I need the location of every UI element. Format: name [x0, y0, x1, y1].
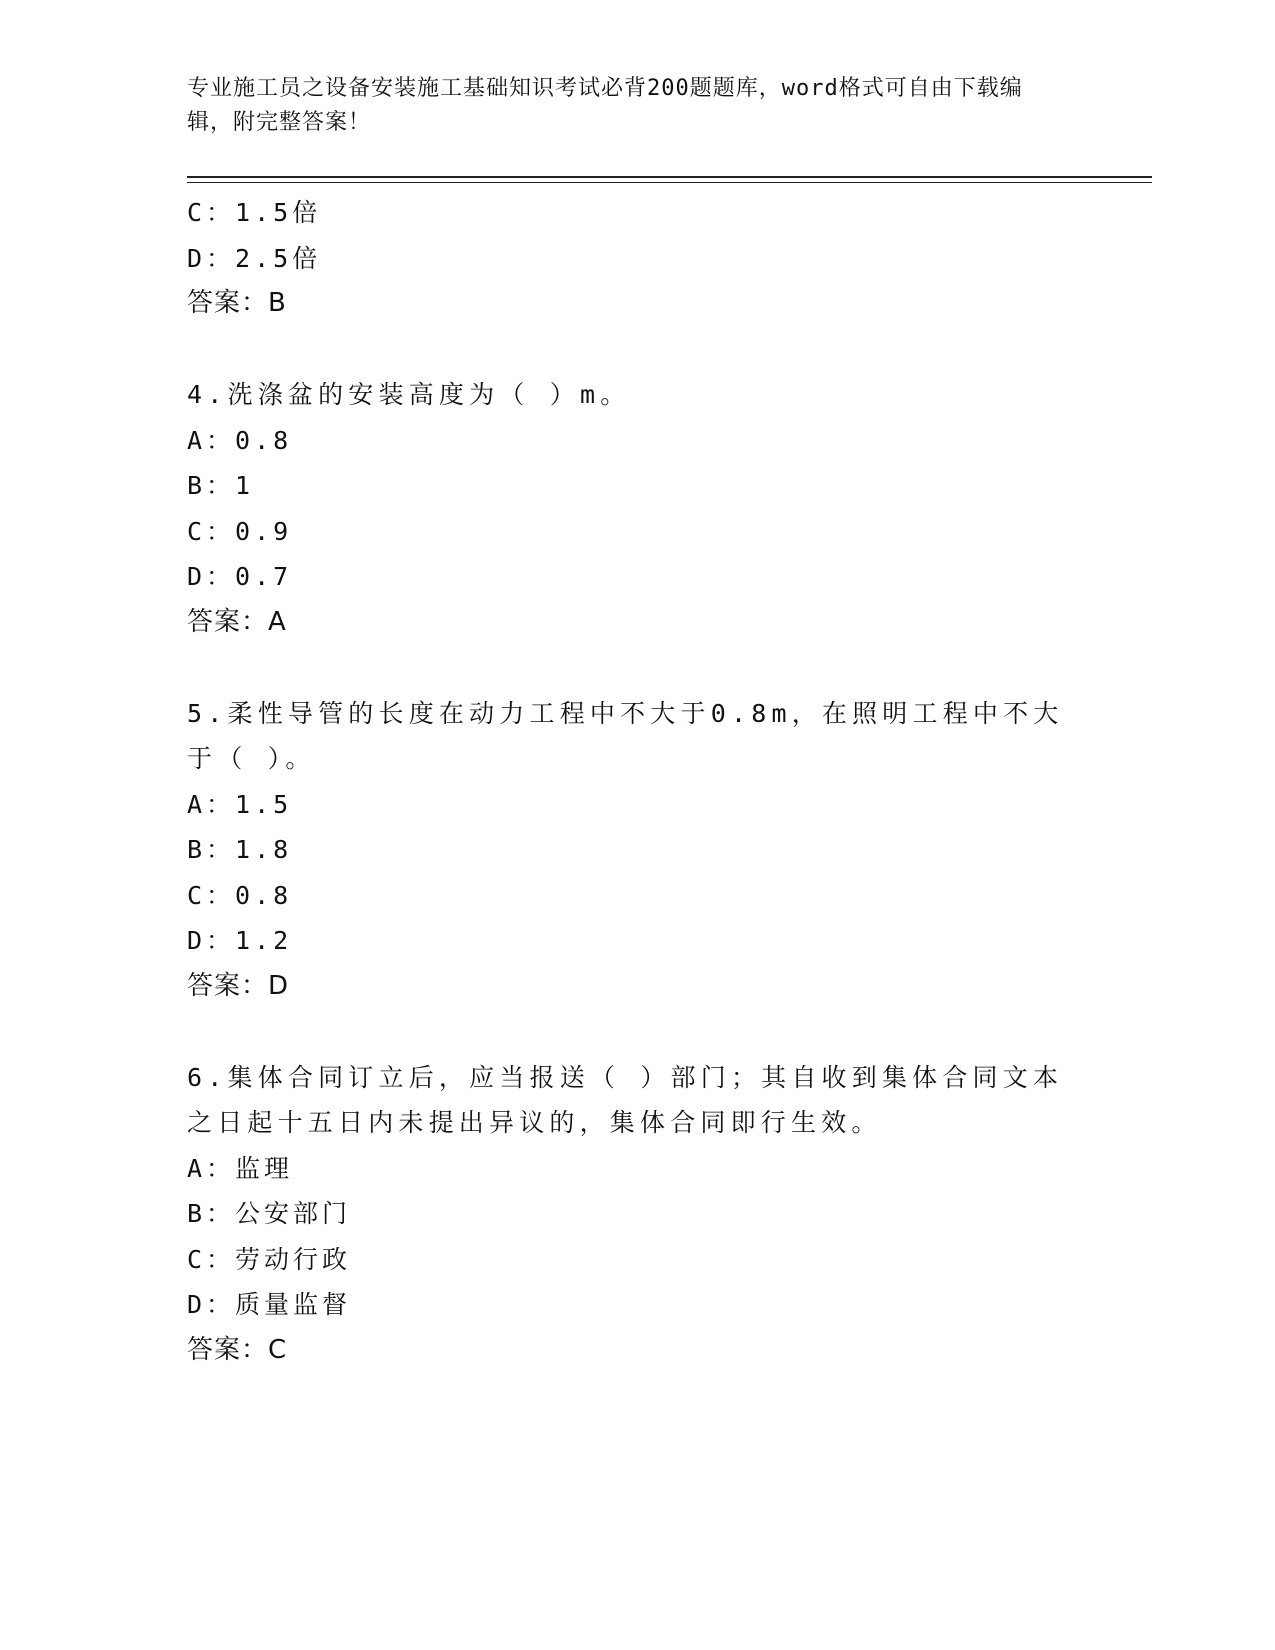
question-6 — [187, 1055, 1067, 1374]
option-d: D：1.2 — [187, 926, 293, 955]
option-a: A：1.5 — [187, 789, 293, 819]
option-a: A：0.8 — [187, 425, 293, 455]
question-stem: 6.集体合同订立后，应当报送（ ）部门；其自收到集体合同文本之日起十五日内未提出异议的，集体合同即行生效。 — [187, 1062, 1064, 1137]
question-stem: 5.柔性导管的长度在动力工程中不大于0.8m，在照明工程中不大于（ ）。 — [187, 698, 1064, 773]
option-b: B：1.8 — [187, 835, 293, 864]
option-c: C：1.5倍 — [187, 198, 322, 227]
document-header: 专业施工员之设备安装施工基础知识考试必背200题题库，word格式可自由下载编辑，附完整答案！ — [187, 76, 1023, 135]
question-5 — [187, 691, 1067, 1010]
answer-line: 答案：C — [187, 1334, 288, 1365]
question-stem: 4.洗涤盆的安装高度为（ ）m。 — [187, 380, 631, 409]
option-c: C：0.8 — [187, 880, 293, 910]
question-3-tail — [187, 190, 1067, 327]
answer-line: 答案：D — [187, 970, 290, 1001]
spacer — [187, 1009, 1067, 1055]
option-d: D：0.7 — [187, 562, 293, 591]
question-list — [187, 190, 1067, 1373]
option-a: A：监理 — [187, 1153, 294, 1183]
question-4 — [187, 372, 1067, 645]
option-b: B：1 — [187, 471, 255, 500]
option-c: C：劳动行政 — [187, 1244, 352, 1274]
header-divider-thin — [187, 182, 1152, 183]
answer-line: 答案：A — [187, 606, 287, 637]
answer-line: 答案：B — [187, 288, 287, 318]
option-b: B：公安部门 — [187, 1199, 352, 1228]
spacer — [187, 327, 1067, 373]
header-divider-thick — [187, 176, 1152, 178]
option-d: D：2.5倍 — [187, 243, 322, 273]
option-d: D：质量监督 — [187, 1290, 352, 1319]
option-c: C：0.9 — [187, 516, 293, 546]
spacer — [187, 645, 1067, 691]
